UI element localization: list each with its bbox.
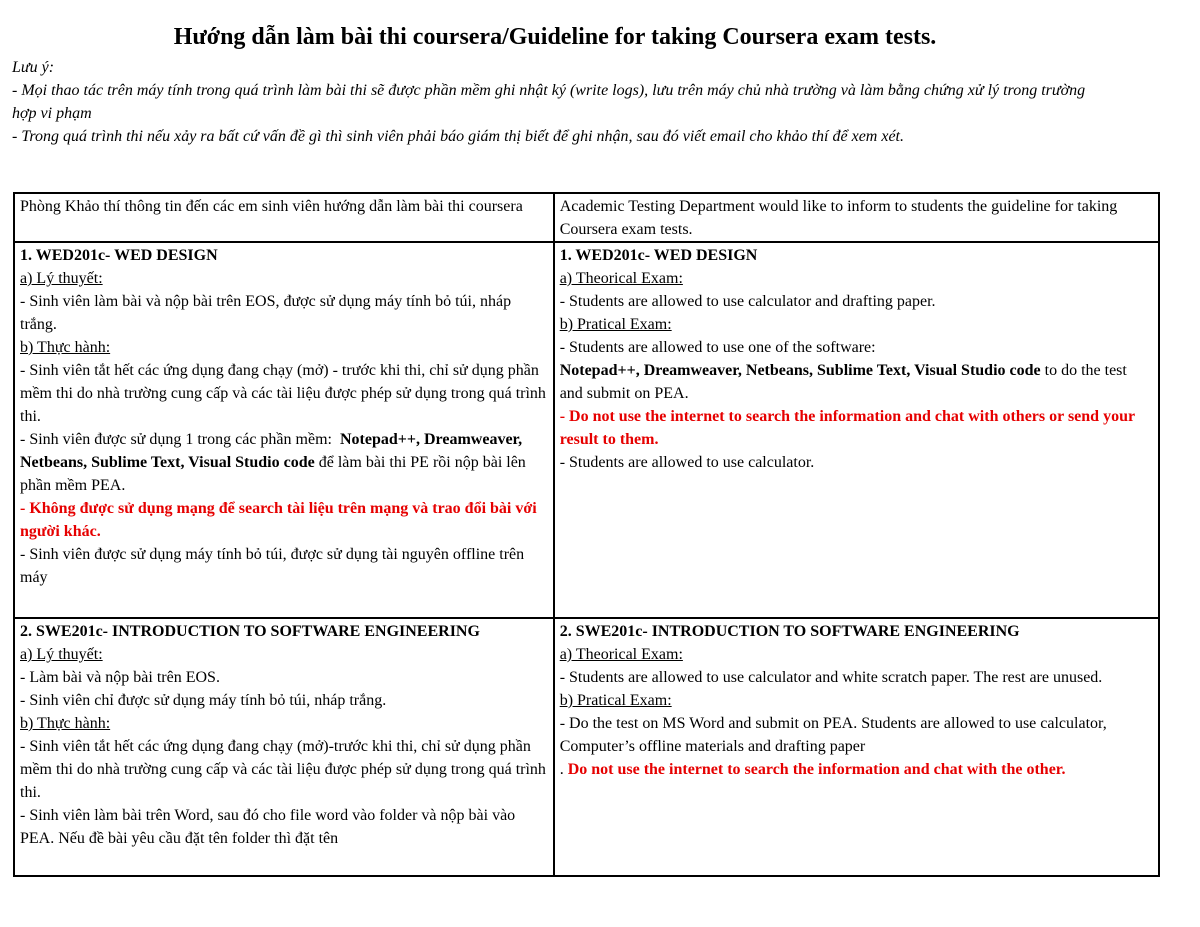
practice-software-post: để làm bài thi PE rồi nộp bài lên phần mềm PEA. [20,454,526,494]
guideline-table [13,192,1160,877]
section-title: 2. SWE201c- INTRODUCTION TO SOFTWARE ENGINEERING [559,623,1020,640]
practice-text: - Do the test on MS Word and submit on PEA. Students are allowed to use calculator, Computer’s offline materials and drafting paper [559,715,1107,755]
practice-text: - Sinh viên được sử dụng máy tính bỏ túi, được sử dụng tài nguyên offline trên máy [20,546,525,586]
practice-text: - Students are allowed to use calculator. [559,454,815,471]
practice-text: - Sinh viên tắt hết các ứng dụng đang chạy (mở)-trước khi thi, chỉ sử dụng phần mềm thi do nhà trường cung cấp và các tài liệu được phép sử dụng trong quá trình thi. [20,738,546,801]
practice-label: b) Thực hành: [20,715,111,732]
practice-text: - Students are allowed to use one of the software: [559,339,876,356]
theory-label: a) Theorical Exam: [559,646,683,663]
warning-text: - Do not use the internet to search the information and chat with others or send your result to them. [559,408,1135,448]
theory-text: - Students are allowed to use calculator and white scratch paper. The rest are unused. [559,669,1103,686]
section-title: 1. WED201c- WED DESIGN [20,247,218,264]
note-item: - Mọi thao tác trên máy tính trong quá trình làm bài thi sẽ được phần mềm ghi nhật ký (write logs), lưu trên máy chủ nhà trường và làm bằng chứng xử lý trong trường hợp vi phạm [12,82,1086,122]
page-title: Hướng dẫn làm bài thi coursera/Guideline for taking Coursera exam tests. [173,24,937,50]
practice-text: - Sinh viên làm bài trên Word, sau đó cho file word vào folder và nộp bài vào PEA. Nếu đề bài yêu cầu đặt tên folder thì đặt tên [20,807,516,847]
notes-heading: Lưu ý: [12,59,55,76]
practice-text: - Sinh viên tắt hết các ứng dụng đang chạy (mở) - trước khi thi, chỉ sử dụng phần mềm thi do nhà trường cung cấp và các tài liệu được phép sử dụng trong quá trình thi. [20,362,546,425]
practice-label: b) Pratical Exam: [559,316,672,333]
notes-section [12,56,1102,148]
swe201c-en-cell [554,618,1159,876]
practice-software [560,359,1153,405]
theory-text: - Làm bài và nộp bài trên EOS. [20,669,220,686]
practice-software-post: to do the test and submit on PEA. [559,362,1127,402]
header-cell-vi: Phòng Khảo thí thông tin đến các em sinh viên hướng dẫn làm bài thi coursera [14,193,554,242]
theory-label: a) Theorical Exam: [559,270,683,287]
warning-text: - Không được sử dụng mạng để search tài liệu trên mạng và trao đổi bài với người khác. [20,500,537,540]
warning-line [560,758,1153,781]
section-title: 1. WED201c- WED DESIGN [559,247,758,264]
wed201c-vi-cell [14,242,554,618]
practice-software [20,428,548,497]
theory-text: - Sinh viên làm bài và nộp bài trên EOS, được sử dụng máy tính bỏ túi, nháp trắng. [20,293,512,333]
theory-label: a) Lý thuyết: [20,270,103,287]
swe201c-vi-cell [14,618,554,876]
header-cell-en: Academic Testing Department would like to inform to students the guideline for taking Coursera exam tests. [554,193,1159,242]
table-header-row [14,193,1159,242]
warning-prefix: . [559,761,564,778]
software-list: Notepad++, Dreamweaver, Netbeans, Sublime Text, Visual Studio code [20,431,523,471]
cell-content [20,620,548,875]
practice-label: b) Pratical Exam: [559,692,672,709]
theory-text: - Students are allowed to use calculator and drafting paper. [559,293,936,310]
wed201c-en-cell [554,242,1159,618]
theory-label: a) Lý thuyết: [20,646,103,663]
practice-software-pre: - Sinh viên được sử dụng 1 trong các phần mềm: [20,431,332,448]
software-list: Notepad++, Dreamweaver, Netbeans, Sublime Text, Visual Studio code [559,362,1041,379]
warning-text: Do not use the internet to search the information and chat with the other. [567,761,1066,778]
note-item: - Trong quá trình thi nếu xảy ra bất cứ vấn đề gì thì sinh viên phải báo giám thị biết để ghi nhận, sau đó viết email cho khảo thí để xem xét. [12,128,904,145]
practice-label: b) Thực hành: [20,339,111,356]
table-row [14,242,1159,618]
theory-text: - Sinh viên chỉ được sử dụng máy tính bỏ túi, nháp trắng. [20,692,387,709]
section-title: 2. SWE201c- INTRODUCTION TO SOFTWARE ENGINEERING [20,623,480,640]
table-row [14,618,1159,876]
